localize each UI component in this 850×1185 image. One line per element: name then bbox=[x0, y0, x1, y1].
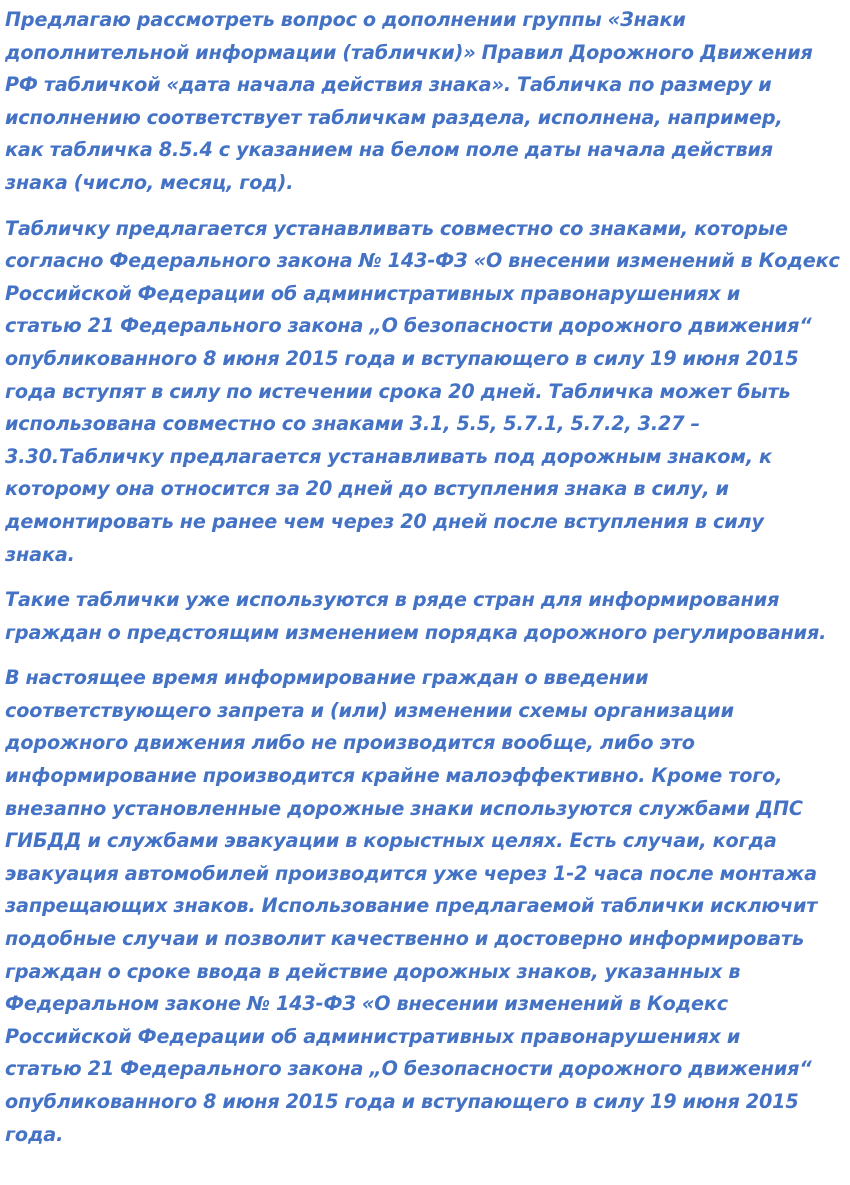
text-line: статью 21 Федерального закона „О безопасности дорожного движения“ bbox=[5, 1057, 812, 1081]
text-line: использована совместно со знаками 3.1, 5.5, 5.7.1, 5.7.2, 3.27 – bbox=[5, 412, 701, 436]
paragraph-other-countries bbox=[5, 584, 850, 649]
text-line: Федеральном законе № 143-ФЗ «О внесении изменений в Кодекс bbox=[5, 992, 729, 1016]
paragraph-current-situation bbox=[5, 662, 850, 1151]
text-line: знака (число, месяц, год). bbox=[5, 170, 294, 194]
text-line: опубликованного 8 июня 2015 года и вступающего в силу 19 июня 2015 bbox=[5, 346, 799, 370]
text-line: Предлагаю рассмотреть вопрос о дополнении группы «Знаки bbox=[5, 8, 686, 31]
paragraph-proposal bbox=[5, 4, 850, 200]
text-line: внезапно установленные дорожные знаки используются службами ДПС bbox=[5, 796, 803, 820]
text-line: Российской Федерации об административных правонарушениях и bbox=[5, 281, 741, 305]
text-line: граждан о сроке ввода в действие дорожных знаков, указанных в bbox=[5, 959, 741, 983]
text-line: РФ табличкой «дата начала действия знака». Табличка по размеру и bbox=[5, 73, 772, 97]
text-line: Такие таблички уже используются в ряде стран для информирования bbox=[5, 588, 780, 612]
text-line: информирование производится крайне малоэффективно. Кроме того, bbox=[5, 764, 783, 788]
text-line: знака. bbox=[5, 542, 75, 566]
paragraph-installation bbox=[5, 213, 850, 572]
text-line: ГИБДД и службами эвакуации в корыстных целях. Есть случаи, когда bbox=[5, 829, 777, 853]
text-line: демонтировать не ранее чем через 20 дней после вступления в силу bbox=[5, 509, 764, 533]
text-line: статью 21 Федерального закона „О безопасности дорожного движения“ bbox=[5, 314, 812, 338]
text-line: Табличку предлагается устанавливать совместно со знаками, которые bbox=[5, 216, 788, 240]
text-line: согласно Федерального закона № 143-ФЗ «О внесении изменений в Кодекс bbox=[5, 249, 840, 273]
text-line: соответствующего запрета и (или) изменении схемы организации bbox=[5, 698, 734, 722]
text-line: эвакуация автомобилей производится уже через 1-2 часа после монтажа bbox=[5, 861, 817, 885]
text-line: дорожного движения либо не производится вообще, либо это bbox=[5, 731, 695, 755]
text-line: года. bbox=[5, 1122, 64, 1146]
text-line: опубликованного 8 июня 2015 года и вступающего в силу 19 июня 2015 bbox=[5, 1090, 799, 1113]
text-line: Российской Федерации об административных правонарушениях и bbox=[5, 1024, 741, 1048]
text-line: 3.30.Табличку предлагается устанавливать под дорожным знаком, к bbox=[5, 444, 772, 468]
text-line: как табличка 8.5.4 с указанием на белом поле даты начала действия bbox=[5, 138, 773, 162]
text-line: дополнительной информации (таблички)» Правил Дорожного Движения bbox=[5, 40, 813, 64]
text-line: исполнению соответствует табличкам раздела, исполнена, например, bbox=[5, 105, 783, 129]
text-line: которому она относится за 20 дней до вступления знака в силу, и bbox=[5, 477, 729, 501]
text-line: года вступят в силу по истечении срока 20 дней. Табличка может быть bbox=[5, 379, 791, 403]
text-line: подобные случаи и позволит качественно и достоверно информировать bbox=[5, 927, 804, 951]
text-line: граждан о предстоящим изменением порядка дорожного регулирования. bbox=[5, 620, 827, 644]
text-line: запрещающих знаков. Использование предлагаемой таблички исключит bbox=[5, 894, 818, 918]
text-line: В настоящее время информирование граждан о введении bbox=[5, 666, 649, 690]
